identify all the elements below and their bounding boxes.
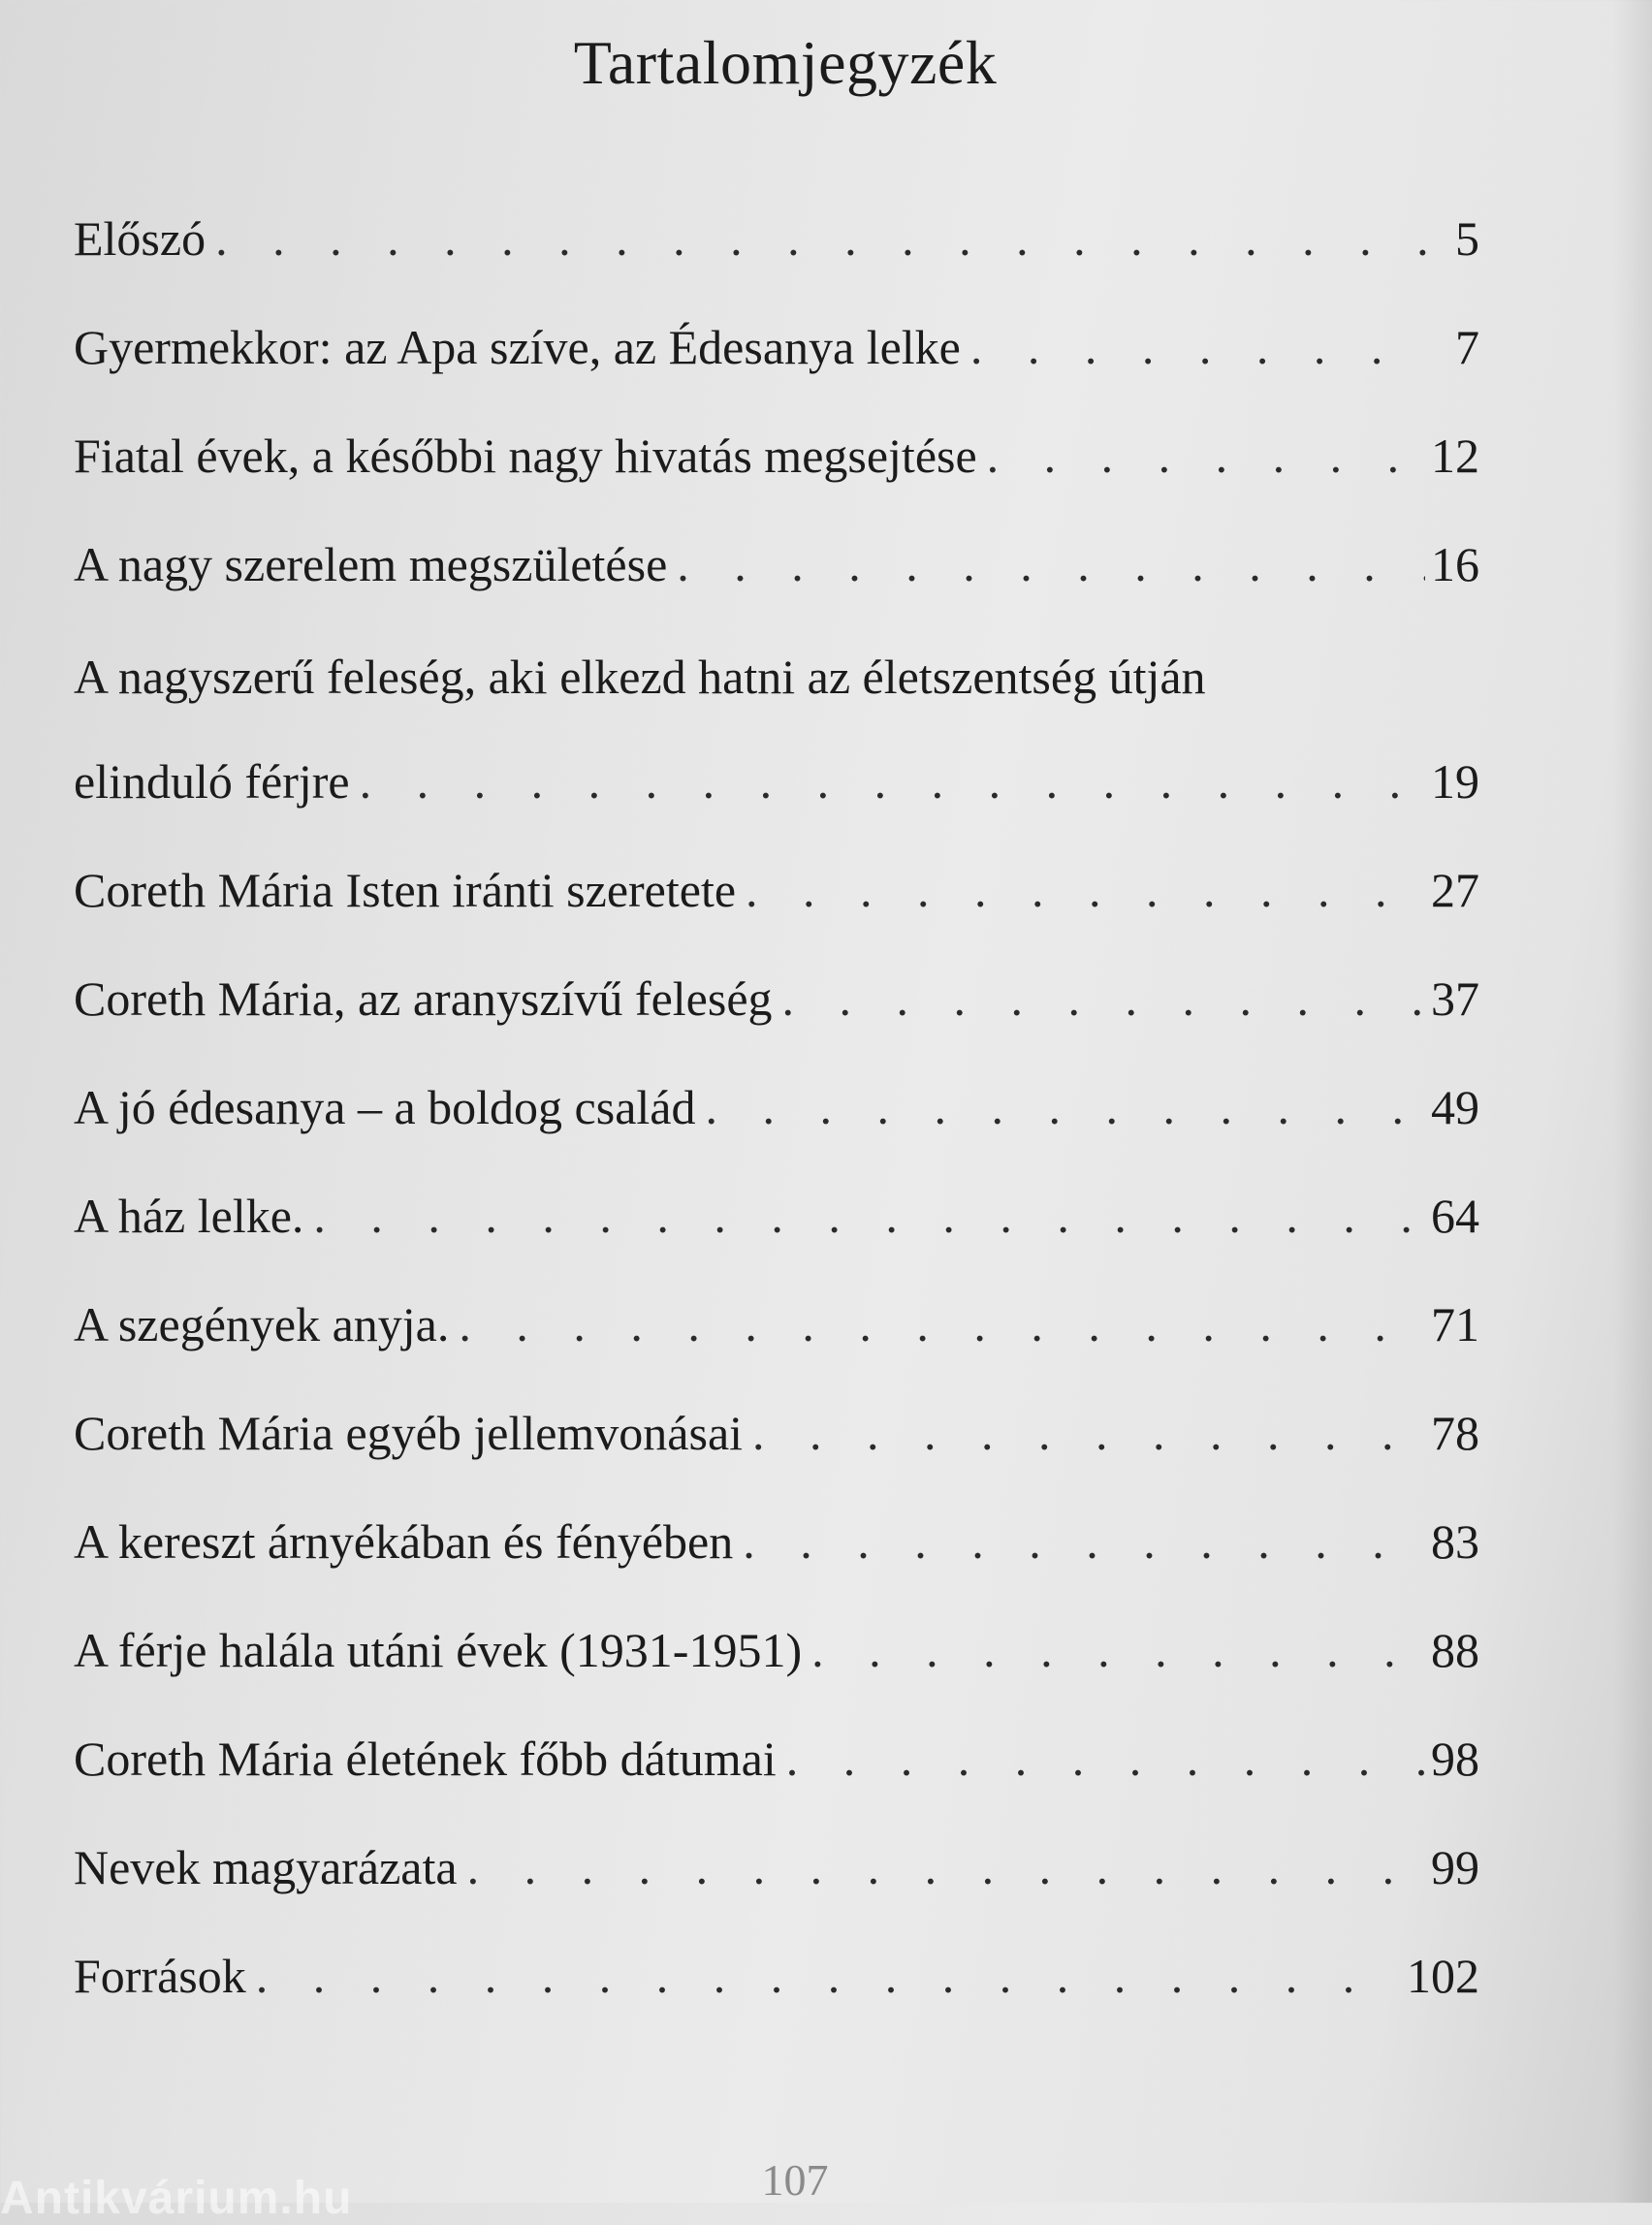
dot-leader [786, 1730, 1425, 1788]
toc-entry-page: 102 [1407, 1949, 1479, 2003]
toc-entry-title: Nevek magyarázata [74, 1840, 458, 1894]
toc-entry-title: Coreth Mária egyéb jellemvonásai [74, 1406, 744, 1460]
toc-entry-title: Előszó [74, 211, 206, 266]
toc-entry-page: 83 [1431, 1514, 1479, 1569]
toc-entry-title: A ház lelke. [74, 1189, 304, 1243]
toc-entry [74, 1495, 1479, 1604]
table-of-contents [74, 192, 1479, 2038]
toc-entry [74, 1712, 1479, 1821]
dot-leader [256, 1947, 1401, 2005]
dot-leader [705, 1078, 1425, 1136]
toc-entry-title: Coreth Mária Isten iránti szeretete [74, 863, 737, 917]
dot-leader [459, 1295, 1425, 1353]
toc-entry-title: Gyermekkor: az Apa szíve, az Édesanya lelke [74, 320, 961, 374]
toc-entry [74, 1821, 1479, 1929]
dot-leader [746, 861, 1425, 919]
toc-entry-page: 99 [1431, 1840, 1479, 1894]
dot-leader [752, 1404, 1425, 1462]
dot-leader [987, 427, 1425, 485]
toc-entry-page: 64 [1431, 1189, 1479, 1243]
page-number: 107 [761, 2155, 829, 2205]
toc-entry-title: A jó édesanya – a boldog család [74, 1080, 696, 1134]
toc-entry [74, 1061, 1479, 1169]
toc-entry-page: 88 [1431, 1623, 1479, 1677]
page-edge-shadow [1613, 0, 1652, 2203]
page-title: Tartalomjegyzék [573, 28, 998, 97]
toc-entry-page: 49 [1431, 1080, 1479, 1134]
toc-entry [74, 192, 1479, 301]
toc-entry-page: 98 [1431, 1732, 1479, 1786]
toc-entry [74, 1169, 1479, 1278]
toc-entry [74, 1278, 1479, 1386]
toc-entry [74, 843, 1479, 952]
dot-leader [743, 1512, 1425, 1571]
dot-leader [467, 1838, 1425, 1896]
toc-entry-title-line2: elinduló férjre [74, 754, 350, 809]
toc-entry-page: 71 [1431, 1297, 1479, 1351]
toc-entry [74, 518, 1479, 626]
dot-leader [970, 318, 1431, 376]
toc-entry [74, 952, 1479, 1061]
toc-entry-title: Források [74, 1949, 246, 2003]
toc-entry-page: 37 [1431, 971, 1479, 1026]
toc-entry-page: 19 [1431, 754, 1479, 809]
dot-leader [313, 1187, 1425, 1245]
dot-leader [215, 209, 1431, 268]
toc-entry-title: Coreth Mária, az aranyszívű feleség [74, 971, 773, 1026]
toc-entry [74, 1386, 1479, 1495]
toc-entry-title: A szegények anyja. [74, 1297, 450, 1351]
toc-entry-page: 12 [1431, 429, 1479, 483]
dot-leader [360, 752, 1425, 811]
toc-entry-title-line1: A nagyszerű feleség, aki elkezd hatni az életszentség útján [74, 650, 1206, 704]
dot-leader [811, 1621, 1425, 1679]
toc-entry-page: 16 [1431, 537, 1479, 591]
toc-entry-title: A kereszt árnyékában és fényében [74, 1514, 734, 1569]
toc-entry-title: Coreth Mária életének főbb dátumai [74, 1732, 777, 1786]
toc-entry-page: 27 [1431, 863, 1479, 917]
dot-leader [677, 535, 1425, 593]
dot-leader [782, 969, 1425, 1028]
toc-entry-title: A nagy szerelem megszületése [74, 537, 668, 591]
toc-entry [74, 409, 1479, 518]
toc-entry [74, 1929, 1479, 2038]
toc-entry [74, 626, 1479, 843]
toc-entry-title: Fiatal évek, a későbbi nagy hivatás megsejtése [74, 429, 977, 483]
toc-entry-title: A férje halála utáni évek (1931-1951) [74, 1623, 803, 1677]
toc-entry [74, 301, 1479, 409]
toc-entry [74, 1604, 1479, 1712]
toc-entry-page: 7 [1455, 320, 1479, 374]
toc-entry-page: 78 [1431, 1406, 1479, 1460]
watermark: Antikvárium.hu [0, 2173, 353, 2224]
toc-entry-page: 5 [1455, 211, 1479, 266]
